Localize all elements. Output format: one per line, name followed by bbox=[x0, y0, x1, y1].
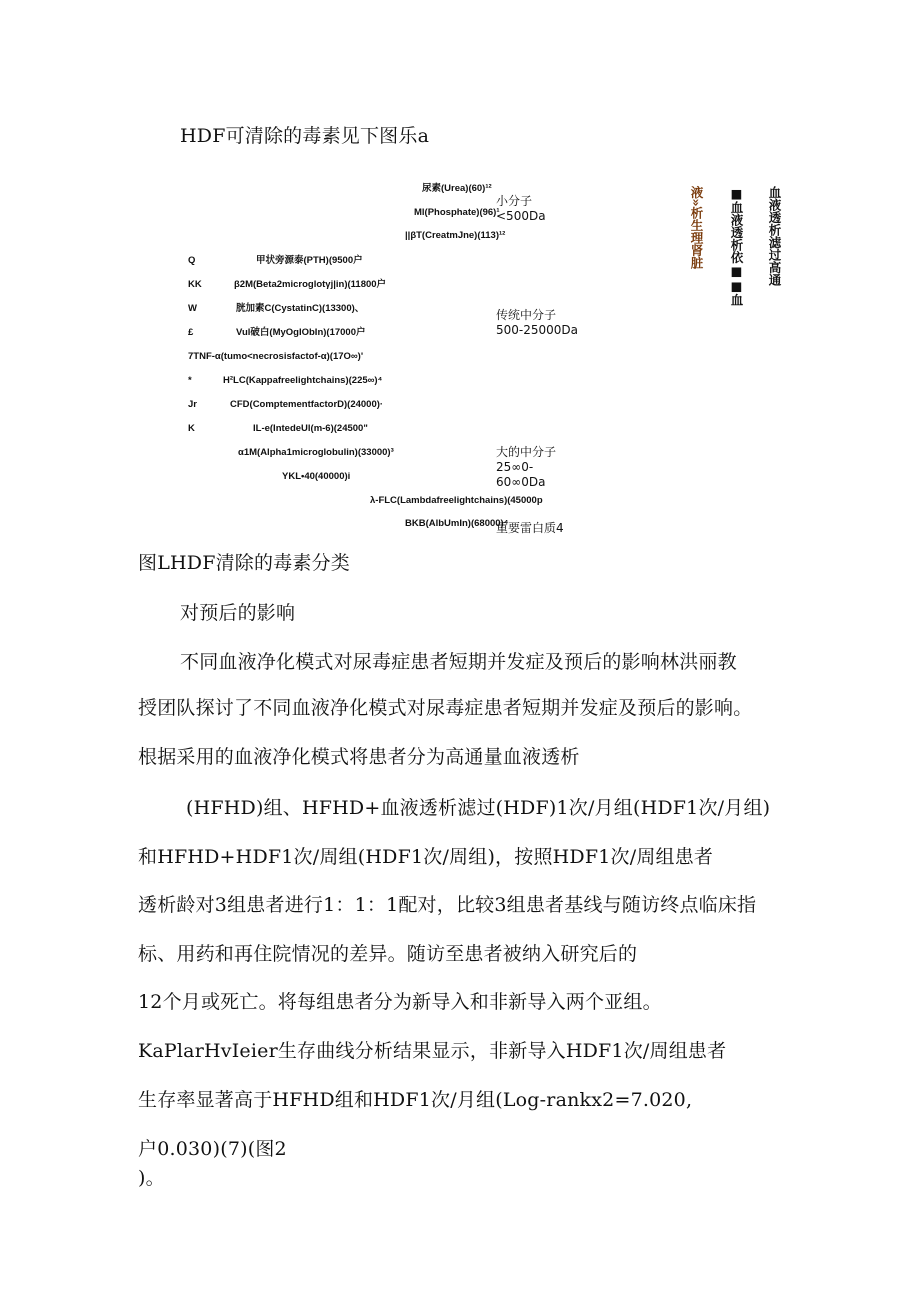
toxin-label-myoglobin: Vul破白(MyOgIObIn)(17000户 bbox=[236, 327, 366, 338]
paragraph-line: KaPlarHvIeier生存曲线分析结果显示，非新导入HDF1次/周组患者 bbox=[138, 1040, 727, 1062]
toxin-label-a1m: α1M(Alpha1microglobulin)(33000)³ bbox=[238, 447, 394, 458]
marker-star: * bbox=[188, 375, 192, 386]
toxin-label-il6: IL-e(IntedeUl(m-6)(24500" bbox=[253, 423, 368, 434]
category-protein-name: 重要雷白质4 bbox=[496, 521, 564, 535]
toxin-label-creatinine: ||βT(CreatmJne)(113)¹² bbox=[405, 230, 506, 241]
section-heading: 对预后的影响 bbox=[180, 602, 296, 624]
marker-k: K bbox=[188, 423, 195, 434]
paragraph-line: 透析龄对3组患者进行1：1：1配对，比较3组患者基线与随访终点临床指 bbox=[138, 894, 757, 916]
marker-kk: KK bbox=[188, 279, 202, 290]
paragraph-line: (HFHD)组、HFHD+血液透析滤过(HDF)1次/月组(HDF1次/月组) bbox=[186, 797, 771, 819]
toxin-label-tnf: 7TNF-α(tumo<necrosisfactof-α)(17O∞)' bbox=[188, 351, 364, 362]
category-small-range: <500Da bbox=[496, 209, 546, 223]
vertical-label-hd: ■血液透析依■■血 bbox=[729, 186, 744, 306]
toxin-label-pth: 甲状旁源泰(PTH)(9500户 bbox=[256, 255, 363, 266]
figure-caption: 图LHDF清除的毒素分类 bbox=[138, 552, 351, 574]
category-large-range-1: 25∞0- bbox=[496, 460, 534, 474]
category-middle-name: 传统中分子 bbox=[496, 308, 557, 322]
toxin-label-cystatin: 胱加素C(CystatinC)(13300)、 bbox=[236, 303, 365, 314]
category-middle-range: 500-25000Da bbox=[496, 323, 579, 337]
toxin-label-cfd: CFD(ComptementfactorD)(24000)· bbox=[230, 399, 384, 410]
marker-jr: Jr bbox=[188, 399, 197, 410]
paragraph-line: 和HFHD+HDF1次/周组(HDF1次/周组)，按照HDF1次/周组患者 bbox=[138, 846, 714, 868]
marker-w: W bbox=[188, 303, 197, 314]
toxin-label-lambda: λ-FLC(Lambdafreelightchains)(45000p bbox=[370, 495, 543, 506]
toxin-label-albumin: BKB(AlbUmIn)(68000)⁴ bbox=[405, 518, 509, 529]
paragraph-line: 生存率显著高于HFHD组和HDF1次/月组(Log-rankx2=7.020, bbox=[138, 1089, 693, 1111]
category-small-name: 小分子 bbox=[496, 194, 533, 208]
toxin-label-urea: 尿素(Urea)(60)¹² bbox=[422, 183, 492, 194]
paragraph-line: 根据采用的血液净化模式将患者分为高通量血液透析 bbox=[138, 746, 580, 768]
marker-q: Q bbox=[188, 255, 196, 266]
intro-text: HDF可清除的毒素见下图乐a bbox=[180, 125, 430, 147]
toxin-label-ykl40: YKL•40(40000)i bbox=[282, 471, 351, 482]
paragraph-line: 授团队探讨了不同血液净化模式对尿毒症患者短期并发症及预后的影响。 bbox=[138, 697, 753, 719]
paragraph-line: )。 bbox=[138, 1167, 165, 1189]
paragraph-line: 标、用药和再住院情况的差异。随访至患者被纳入研究后的 bbox=[138, 943, 638, 965]
paragraph-line: 户0.030)(7)(图2 bbox=[138, 1138, 287, 1160]
toxin-label-kappa: H²LC(Kappafreelightchains)(225∞)⁴ bbox=[223, 375, 383, 386]
toxin-label-phosphate: Ml(Phosphate)(96)¹ bbox=[414, 207, 500, 218]
category-large-range-2: 60∞0Da bbox=[496, 475, 546, 489]
toxin-label-b2m: β2M(Beta2microglotγj|in)(11800户 bbox=[234, 279, 387, 290]
vertical-label-kidney: 液»析生理肾脏 bbox=[689, 186, 704, 270]
paragraph-line: 12个月或死亡。将每组患者分为新导入和非新导入两个亚组。 bbox=[138, 991, 662, 1013]
vertical-label-hdf: 血液透析滤过高通 bbox=[767, 186, 782, 286]
category-large-name: 大的中分子 bbox=[496, 445, 557, 459]
marker-pound: £ bbox=[188, 327, 194, 338]
paragraph-line: 不同血液净化模式对尿毒症患者短期并发症及预后的影响林洪丽教 bbox=[180, 651, 737, 673]
